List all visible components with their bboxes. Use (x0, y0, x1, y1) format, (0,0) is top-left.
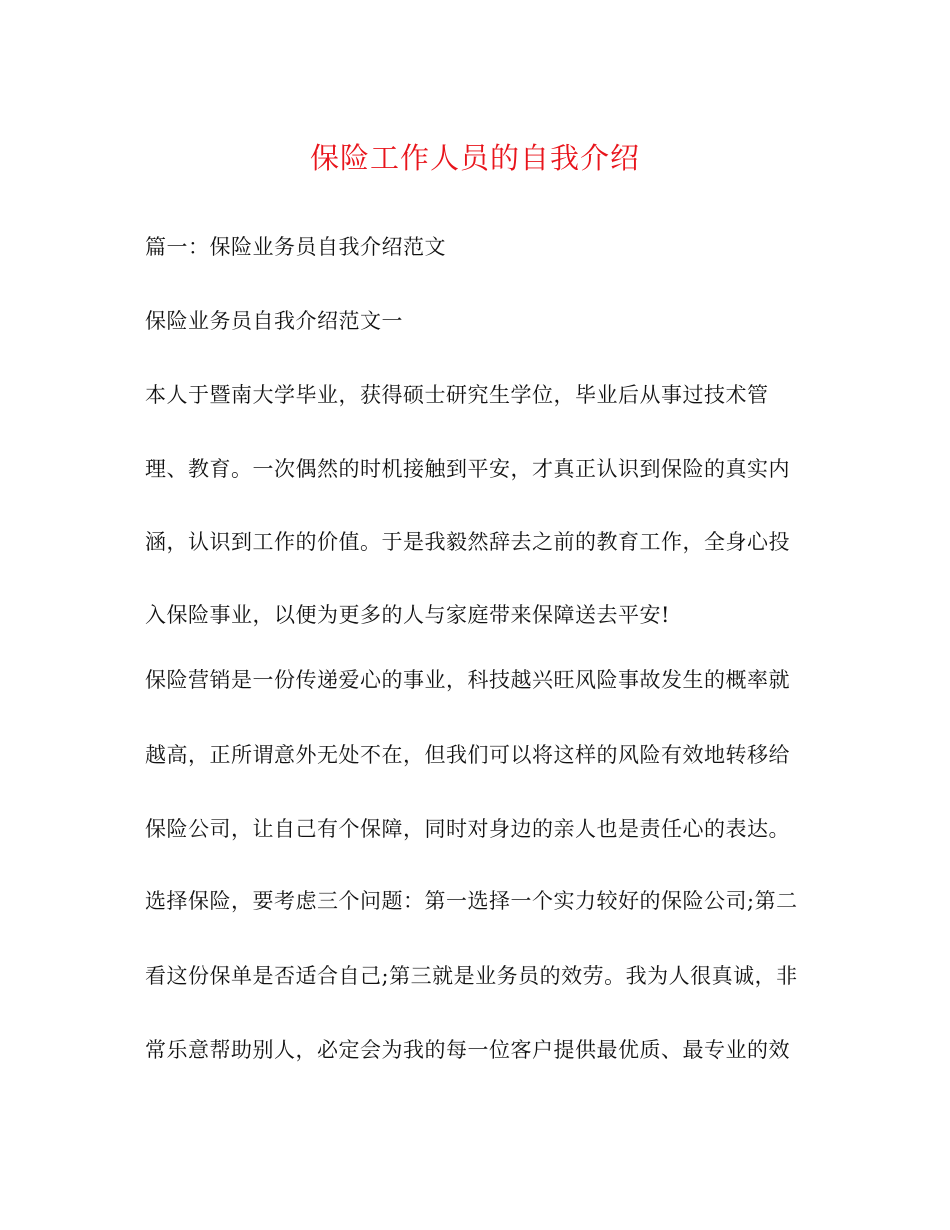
paragraph-line: 越高，正所谓意外无处不在，但我们可以将这样的风险有效地转移给 (145, 743, 790, 767)
paragraph-line: 保险营销是一份传递爱心的事业，科技越兴旺风险事故发生的概率就 (145, 668, 790, 692)
subsection-heading: 保险业务员自我介绍范文一 (145, 309, 403, 333)
paragraph-line: 本人于暨南大学毕业，获得硕士研究生学位，毕业后从事过技术管 (145, 383, 769, 407)
paragraph-line: 涵，认识到工作的价值。于是我毅然辞去之前的教育工作，全身心投 (145, 530, 790, 554)
document-title: 保险工作人员的自我介绍 (309, 141, 640, 175)
paragraph-line: 选择保险，要考虑三个问题：第一选择一个实力较好的保险公司;第二 (145, 889, 798, 913)
paragraph-line: 看这份保单是否适合自己;第三就是业务员的效劳。我为人很真诚，非 (145, 964, 798, 988)
section-heading: 篇一：保险业务员自我介绍范文 (145, 235, 446, 259)
paragraph-line: 理、教育。一次偶然的时机接触到平安，才真正认识到保险的真实内 (145, 457, 790, 481)
paragraph-line: 常乐意帮助别人，必定会为我的每一位客户提供最优质、最专业的效 (145, 1038, 790, 1062)
paragraph-line: 入保险事业，以便为更多的人与家庭带来保障送去平安! (145, 603, 670, 627)
paragraph-line: 保险公司，让自己有个保障，同时对身边的亲人也是责任心的表达。 (145, 817, 790, 841)
